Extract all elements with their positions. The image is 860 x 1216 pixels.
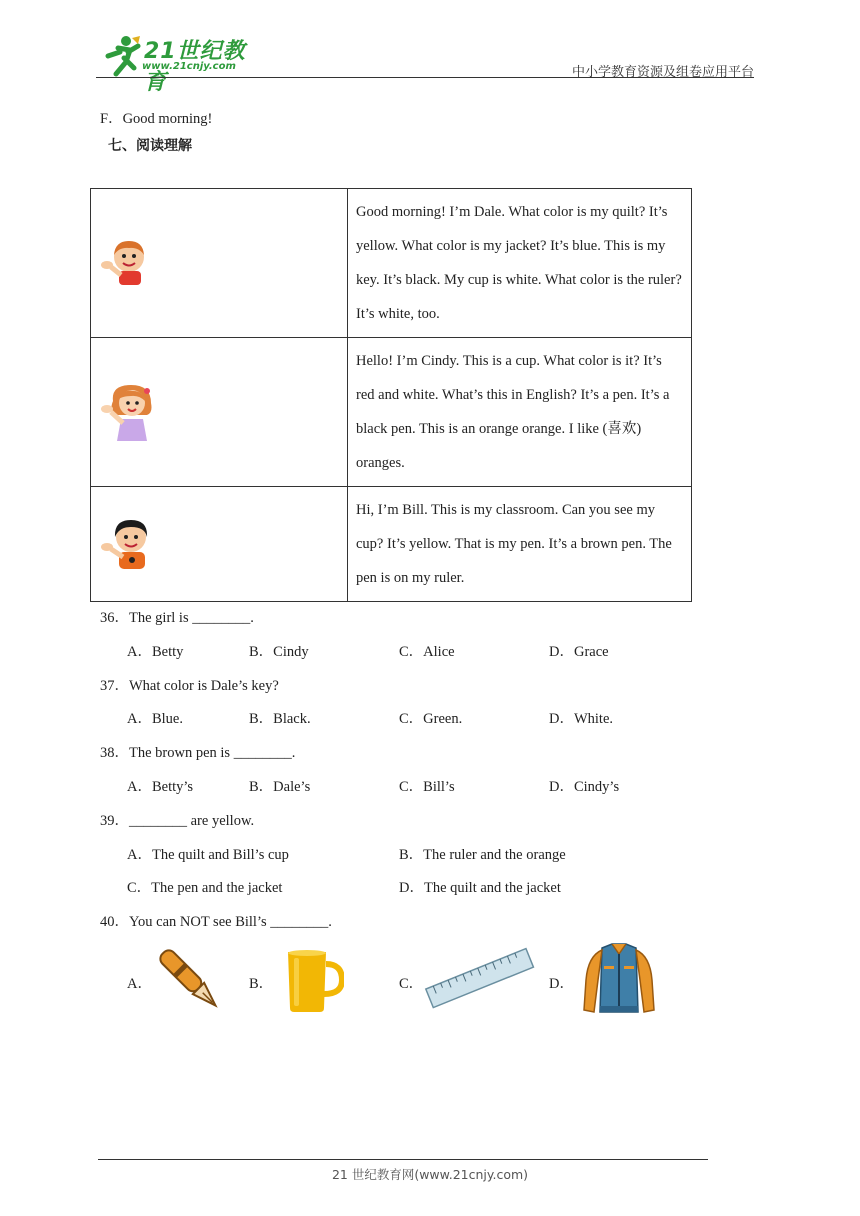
reading-table [90,188,692,602]
footer-divider [98,1159,708,1160]
question-38-option-b[interactable]: B．Dale’s [249,779,311,795]
passage-row [91,487,692,602]
question-36-option-c[interactable]: C．Alice [399,644,455,660]
platform-name: 中小学教育资源及组卷应用平台 [571,65,754,80]
jacket-icon[interactable] [580,940,658,1020]
passage-picture-cell [91,189,348,338]
question-36-option-d[interactable]: D．Grace [549,644,609,660]
question-39-option-d[interactable]: D．The quilt and the jacket [399,880,561,896]
question-38-stem: 38．The brown pen is ________. [100,745,296,761]
question-39-option-a[interactable]: A．The quilt and Bill’s cup [127,847,289,863]
question-37-option-a[interactable]: A．Blue. [127,711,183,727]
boy-bill-icon [99,515,155,573]
question-37-option-b[interactable]: B．Black. [249,711,311,727]
question-37-stem: 37．What color is Dale’s key? [100,678,279,694]
passage-text-bill: Hi, I’m Bill. This is my classroom. Can you see my cup? It’s yellow. That is my pen. It’s a brown pen. The pen is on my ruler. [348,487,692,602]
question-38-option-d[interactable]: D．Cindy’s [549,779,620,795]
header-divider [96,77,754,78]
pen-icon[interactable] [152,944,228,1016]
girl-cindy-icon [99,379,159,445]
passage-picture-cell [91,487,348,602]
question-38-option-a[interactable]: A．Betty’s [127,779,194,795]
question-37-option-c[interactable]: C．Green. [399,711,463,727]
question-39-option-c[interactable]: C．The pen and the jacket [127,880,283,896]
passage-row [91,189,692,338]
question-37-option-d[interactable]: D．White. [549,711,614,727]
question-40-stem: 40．You can NOT see Bill’s ________. [100,914,332,930]
question-40-option-b[interactable]: B． [249,976,274,992]
logo-text: 21世纪教育 [144,39,246,95]
question-40-option-a[interactable]: A． [127,976,152,992]
question-39-option-b[interactable]: B．The ruler and the orange [399,847,566,863]
runner-logo-icon [96,34,142,78]
question-40-option-d[interactable]: D． [549,976,574,992]
boy-dale-icon [99,235,155,291]
question-36-stem: 36．The girl is ________. [100,610,254,626]
section-title: 七、阅读理解 [108,138,192,154]
passage-text-dale: Good morning! I’m Dale. What color is my quilt? It’s yellow. What color is my jacket? It’s blue. This is my key. It’s black. My cup is white. What color is the ruler? It’s white, too. [348,189,692,338]
previous-option-f: F．Good morning! [100,111,213,127]
question-36-option-b[interactable]: B．Cindy [249,644,309,660]
question-36-option-a[interactable]: A．Betty [127,644,184,660]
question-38-option-c[interactable]: C．Bill’s [399,779,455,795]
cup-icon[interactable] [280,948,344,1014]
site-logo [96,34,266,95]
passage-text-cindy: Hello! I’m Cindy. This is a cup. What color is it? It’s red and white. What’s this in English? It’s a pen. It’s a black pen. This is an orange orange. I like (喜欢) oranges. [348,338,692,487]
passage-picture-cell [91,338,348,487]
question-40-option-c[interactable]: C． [399,976,424,992]
passage-row [91,338,692,487]
footer-text: 21 世纪教育网(www.21cnjy.com) [331,1167,529,1182]
ruler-icon[interactable] [424,946,536,1012]
logo-url: www.21cnjy.com [142,61,236,72]
question-39-stem: 39．________ are yellow. [100,813,255,829]
